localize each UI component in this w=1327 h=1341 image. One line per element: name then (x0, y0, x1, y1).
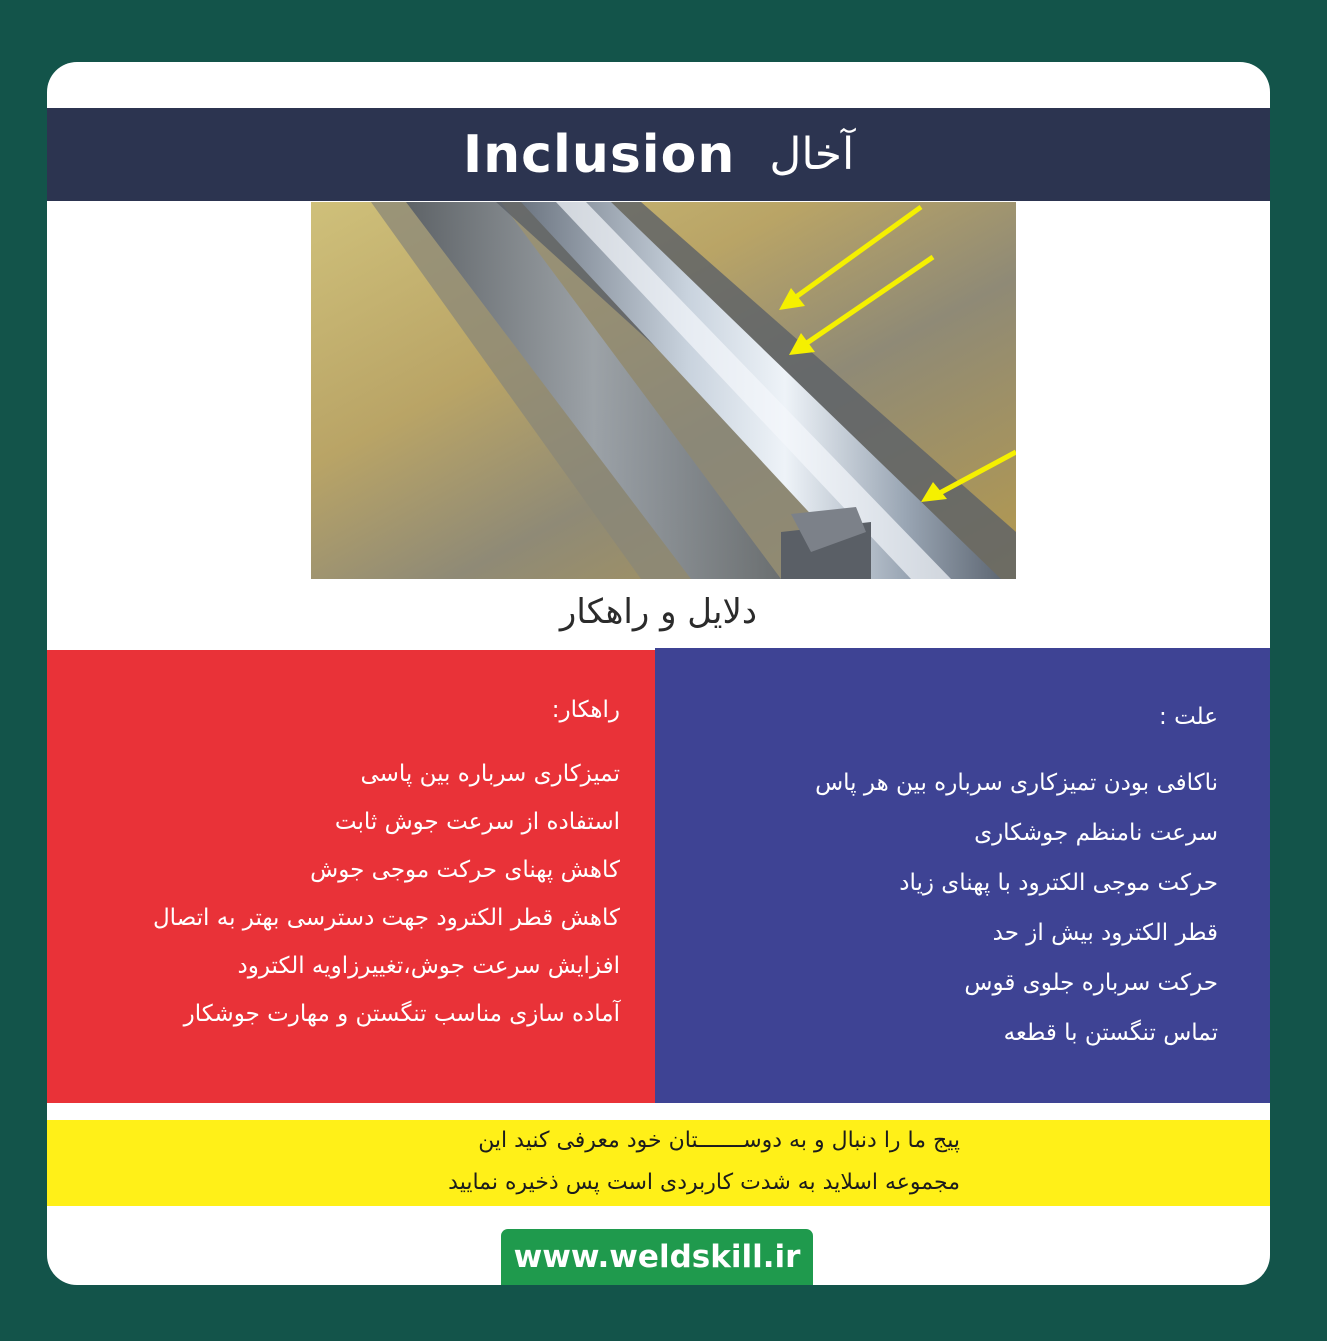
solution-item: استفاده از سرعت جوش ثابت (334, 809, 620, 835)
cause-item: تماس تنگستن با قطعه (1003, 1020, 1218, 1046)
solution-item: افزایش سرعت جوش،تغییرزاویه الکترود (237, 953, 620, 979)
solution-item: آماده سازی مناسب تنگستن و مهارت جوشکار (183, 1001, 620, 1027)
title-persian: آخال (769, 129, 855, 180)
solution-item: تمیزکاری سرباره بین پاسی (360, 761, 620, 787)
slide-card (47, 62, 1270, 1285)
title-english: Inclusion (462, 124, 736, 185)
weld-bead-photo (311, 202, 1016, 579)
solutions-panel (47, 650, 655, 1103)
causes-heading: علت : (1159, 704, 1218, 730)
title-bar (47, 108, 1270, 201)
follow-note-line-1: پیج ما را دنبال و به دوســـــــتان خود معرفی کنید این (478, 1128, 960, 1153)
solution-item: کاهش پهنای حرکت موجی جوش (310, 857, 620, 883)
cause-item: سرعت نامنظم جوشکاری (974, 820, 1218, 846)
section-subtitle: دلایل و راهکار (559, 592, 758, 632)
solutions-heading: راهکار: (551, 697, 620, 723)
solution-item: کاهش قطر الکترود جهت دسترسی بهتر به اتصال (152, 905, 620, 931)
cause-item: حرکت سرباره جلوی قوس (964, 970, 1218, 996)
solutions-list (153, 686, 620, 1038)
cause-item: ناکافی بودن تمیزکاری سرباره بین هر پاس (815, 770, 1218, 796)
cause-item: حرکت موجی الکترود با پهنای زیاد (899, 870, 1218, 896)
cause-item: قطر الکترود بیش از حد (992, 920, 1218, 946)
website-link[interactable]: www.weldskill.ir (501, 1229, 813, 1285)
follow-note-line-2: مجموعه اسلاید به شدت کاربردی است پس ذخیره نمایید (448, 1170, 960, 1195)
causes-list (815, 692, 1218, 1058)
causes-panel (655, 648, 1270, 1103)
follow-note-band (47, 1120, 1270, 1206)
